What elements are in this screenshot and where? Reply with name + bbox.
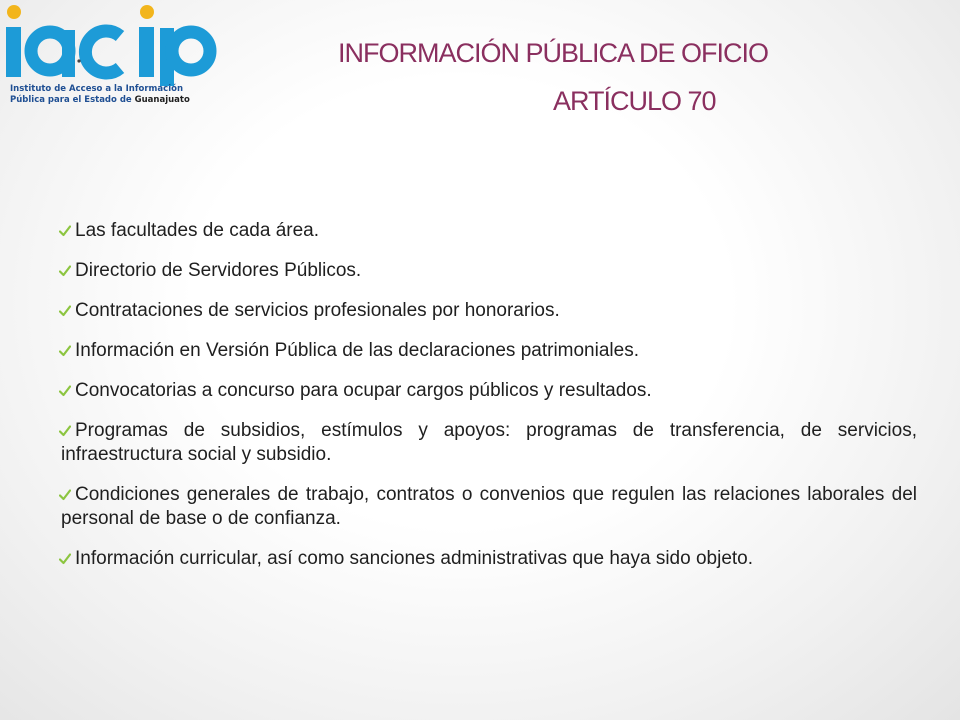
check-icon [59,305,71,317]
logo-tagline [10,84,220,106]
check-icon [59,265,71,277]
list-item-text: Información curricular, así como sanciones administrativas que haya sido objeto. [75,548,754,569]
check-icon [59,553,71,565]
logo-tagline-prefix: Pública para el Estado de [10,95,135,105]
list-item [61,483,917,531]
list-item-text: Información en Versión Pública de las declaraciones patrimoniales. [75,340,639,361]
check-icon [59,385,71,397]
page-title-line1: INFORMACIÓN PÚBLICA DE OFICIO [338,38,769,68]
logo-tagline-line1: Instituto de Acceso a la Información [10,84,183,94]
list-item [61,339,917,363]
page-title-line2: ARTÍCULO 70 [553,86,716,116]
list-item [61,219,917,243]
list-item [61,379,917,403]
check-icon [59,425,71,437]
list-item-text: Directorio de Servidores Públicos. [75,260,362,281]
logo-tagline-line2 [10,95,220,106]
list-item [61,259,917,283]
list-item [61,299,917,323]
list-item-text: Las facultades de cada área. [75,220,320,241]
obligations-list [61,219,917,587]
iacip-logo [0,0,230,118]
list-item-text: Condiciones generales de trabajo, contratos o convenios que regulen las relaciones laborales del personal de base o de confianza. [61,484,917,529]
list-item [61,547,917,571]
list-item [61,419,917,467]
list-item-text: Convocatorias a concurso para ocupar cargos públicos y resultados. [75,380,652,401]
list-item-text: Contrataciones de servicios profesionales por honorarios. [75,300,560,321]
logo-tagline-state: Guanajuato [134,95,190,105]
list-item-text: Programas de subsidios, estímulos y apoyos: programas de transferencia, de servicios, infraestructura social y subsidio. [61,420,917,465]
check-icon [59,489,71,501]
check-icon [59,225,71,237]
check-icon [59,345,71,357]
iacip-wordmark [0,0,230,86]
